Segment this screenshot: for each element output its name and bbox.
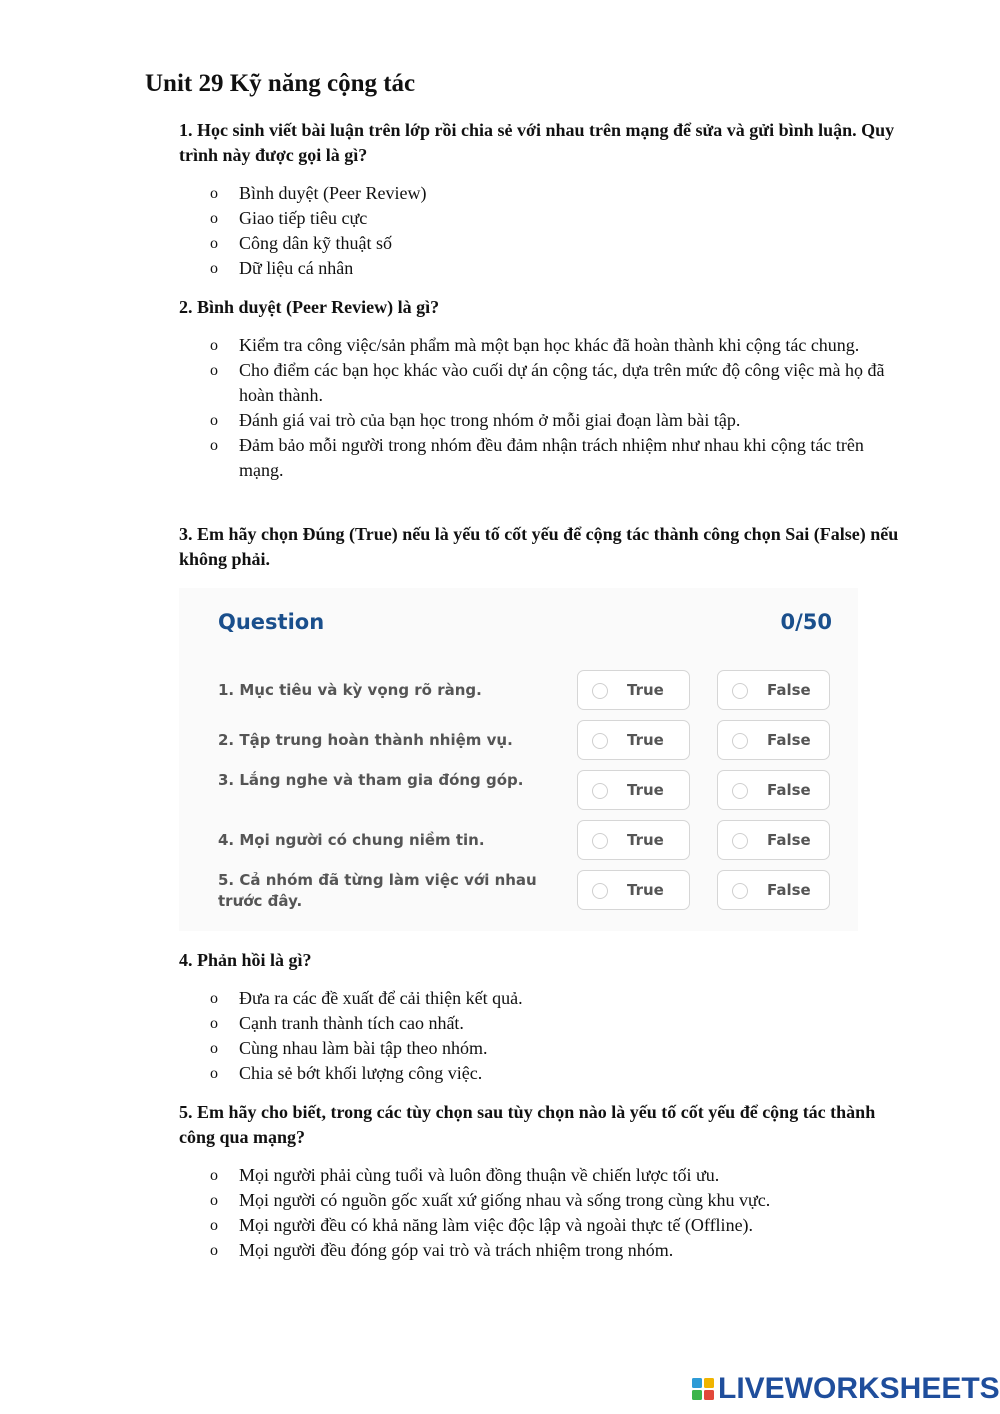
quiz-row [179, 770, 858, 812]
page-title: Unit 29 Kỹ năng cộng tác [145, 70, 416, 97]
question-2-options [210, 333, 910, 483]
quiz-row [179, 870, 858, 912]
question-1-options [210, 181, 910, 281]
radio-icon[interactable] [732, 833, 748, 849]
option[interactable]: o Chia sẻ bớt khối lượng công việc. [210, 1063, 483, 1083]
option[interactable]: o Mọi người phải cùng tuổi và luôn đồng thuận về chiến lược tối ưu. [210, 1165, 720, 1185]
radio-icon[interactable] [732, 683, 748, 699]
option[interactable]: o Công dân kỹ thuật số [210, 233, 392, 253]
true-option[interactable]: True [577, 870, 690, 910]
radio-icon[interactable] [592, 833, 608, 849]
option[interactable]: o Đảm bảo mỗi người trong nhóm đều đảm nhận trách nhiệm như nhau khi cộng tác trên mạng. [210, 435, 864, 480]
quiz-statement: 5. Cả nhóm đã từng làm việc với nhau trước đây. [218, 871, 537, 910]
radio-icon[interactable] [732, 733, 748, 749]
quiz-statement: 2. Tập trung hoàn thành nhiệm vụ. [218, 731, 513, 749]
true-option[interactable]: True [577, 770, 690, 810]
quiz-statement: 3. Lắng nghe và tham gia đóng góp. [218, 771, 524, 789]
liveworksheets-logo: LIVEWORKSHEETS [718, 1372, 1000, 1405]
liveworksheets-logo-icon [692, 1378, 714, 1400]
true-option[interactable]: True [577, 670, 690, 710]
quiz-statement: 1. Mục tiêu và kỳ vọng rõ ràng. [218, 681, 482, 699]
option[interactable]: o Cùng nhau làm bài tập theo nhóm. [210, 1038, 488, 1058]
option[interactable]: o Mọi người đều có khả năng làm việc độc lập và ngoài thực tế (Offline). [210, 1215, 754, 1235]
radio-icon[interactable] [732, 783, 748, 799]
false-option[interactable]: False [717, 720, 830, 760]
question-5-options [210, 1163, 930, 1263]
radio-icon[interactable] [592, 733, 608, 749]
false-option[interactable]: False [717, 870, 830, 910]
option[interactable]: o Cạnh tranh thành tích cao nhất. [210, 1013, 464, 1033]
quiz-header: Question [218, 610, 325, 634]
question-1: 1. Học sinh viết bài luận trên lớp rồi chia sẻ với nhau trên mạng để sửa và gửi bình luận. Quy trình này được gọi là gì? [179, 120, 895, 165]
option[interactable]: o Bình duyệt (Peer Review) [210, 183, 427, 203]
false-option[interactable]: False [717, 820, 830, 860]
radio-icon[interactable] [732, 883, 748, 899]
radio-icon[interactable] [592, 683, 608, 699]
option[interactable]: o Đưa ra các đề xuất để cải thiện kết quả. [210, 988, 523, 1008]
quiz-score: 0/50 [780, 610, 832, 634]
radio-icon[interactable] [592, 783, 608, 799]
option[interactable]: o Giao tiếp tiêu cực [210, 208, 368, 228]
question-2: 2. Bình duyệt (Peer Review) là gì? [179, 297, 440, 317]
true-option[interactable]: True [577, 820, 690, 860]
true-option[interactable]: True [577, 720, 690, 760]
quiz-row [179, 670, 858, 712]
false-option[interactable]: False [717, 770, 830, 810]
false-option[interactable]: False [717, 670, 830, 710]
option[interactable]: o Dữ liệu cá nhân [210, 258, 354, 278]
option[interactable]: o Mọi người đều đóng góp vai trò và trách nhiệm trong nhóm. [210, 1240, 674, 1260]
question-4-options [210, 986, 910, 1086]
option[interactable]: o Đánh giá vai trò của bạn học trong nhóm ở mỗi giai đoạn làm bài tập. [210, 410, 741, 430]
true-false-quiz [179, 588, 858, 931]
quiz-row [179, 720, 858, 762]
question-3: 3. Em hãy chọn Đúng (True) nếu là yếu tố cốt yếu để cộng tác thành công chọn Sai (False) nếu không phải. [179, 524, 899, 569]
option[interactable]: o Cho điểm các bạn học khác vào cuối dự án cộng tác, dựa trên mức độ công việc mà họ đã hoàn thành. [210, 360, 885, 405]
question-5: 5. Em hãy cho biết, trong các tùy chọn sau tùy chọn nào là yếu tố cốt yếu để cộng tác thành công qua mạng? [179, 1102, 876, 1147]
option[interactable]: o Kiểm tra công việc/sản phẩm mà một bạn học khác đã hoàn thành khi cộng tác chung. [210, 335, 860, 355]
quiz-row [179, 820, 858, 862]
radio-icon[interactable] [592, 883, 608, 899]
quiz-statement: 4. Mọi người có chung niềm tin. [218, 831, 485, 849]
question-4: 4. Phản hồi là gì? [179, 950, 312, 970]
option[interactable]: o Mọi người có nguồn gốc xuất xứ giống nhau và sống trong cùng khu vực. [210, 1190, 771, 1210]
